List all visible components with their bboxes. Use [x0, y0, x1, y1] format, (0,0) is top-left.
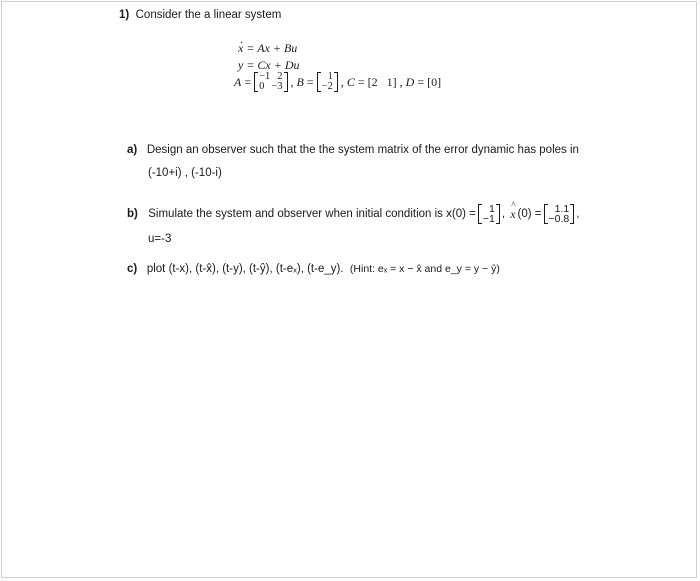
part-a-text: Design an observer such that the the system matrix of the error dynamic has poles in [146, 144, 579, 156]
x0-cell: −1 [482, 213, 495, 225]
matrix-b-cell: 1 [327, 71, 333, 82]
output-equation-lhs: y [238, 58, 244, 72]
matrix-a-cell: 2 [277, 71, 283, 82]
matrix-d-name: D [405, 74, 415, 89]
matrix-c-name: C [346, 74, 355, 89]
matrix-b-cell: −2 [321, 81, 333, 92]
matrix-b-name: B [296, 74, 304, 89]
part-b-label: b) [127, 208, 138, 220]
matrix-a-name: A [234, 74, 242, 89]
x-hat-symbol: ^ x [510, 207, 515, 222]
part-a-poles: (-10+i) , (-10-i) [148, 167, 222, 179]
problem-number: 1) [119, 9, 130, 21]
part-c-hint: (Hint: eₓ = x − x̂ and e_y = y − ŷ) [349, 263, 500, 275]
part-c [127, 263, 500, 275]
part-b-text: Simulate the system and observer when initial condition is x(0) = [148, 208, 476, 220]
problem-heading [119, 9, 281, 21]
part-a [127, 144, 579, 156]
problem-intro: Consider the a linear system [135, 9, 282, 21]
matrix-a [254, 72, 287, 92]
xhat0-label: (0) = [517, 208, 542, 220]
xhat0-vector [544, 204, 575, 224]
part-a-label: a) [127, 144, 138, 156]
x0-vector [478, 204, 500, 224]
matrix-a-cell: −3 [271, 81, 283, 92]
matrix-a-cell: −1 [259, 71, 271, 82]
x-dot-symbol: . x [238, 41, 243, 56]
matrix-a-cell: 0 [259, 81, 265, 92]
state-equation-rhs: = Ax + Bu [246, 41, 298, 55]
xhat0-cell: 1.1 [554, 203, 570, 215]
xhat0-cell: −0.8 [548, 213, 570, 225]
matrix-c-value: [2 1] [367, 74, 397, 89]
matrix-b [317, 72, 338, 92]
matrix-definitions: A = −1 2 0 −3 , B = 1 −2 , C = [2 1] , D = [0] [234, 71, 442, 92]
state-equation [238, 41, 297, 56]
part-c-text: plot (t-x), (t-x̂), (t-y), (t-ŷ), (t-eₓ), (t-e_y). [146, 263, 344, 275]
part-b: b) Simulate the system and observer when initial condition is x(0) = 1 −1 , ^ x (0) = 1.1 −0.8 , [127, 204, 579, 224]
output-equation-rhs: = Cx + Du [246, 58, 300, 72]
x0-cell: 1 [488, 203, 495, 215]
part-b-input: u=-3 [148, 233, 172, 245]
matrix-d-value: [0] [427, 74, 442, 89]
part-c-label: c) [127, 263, 138, 275]
